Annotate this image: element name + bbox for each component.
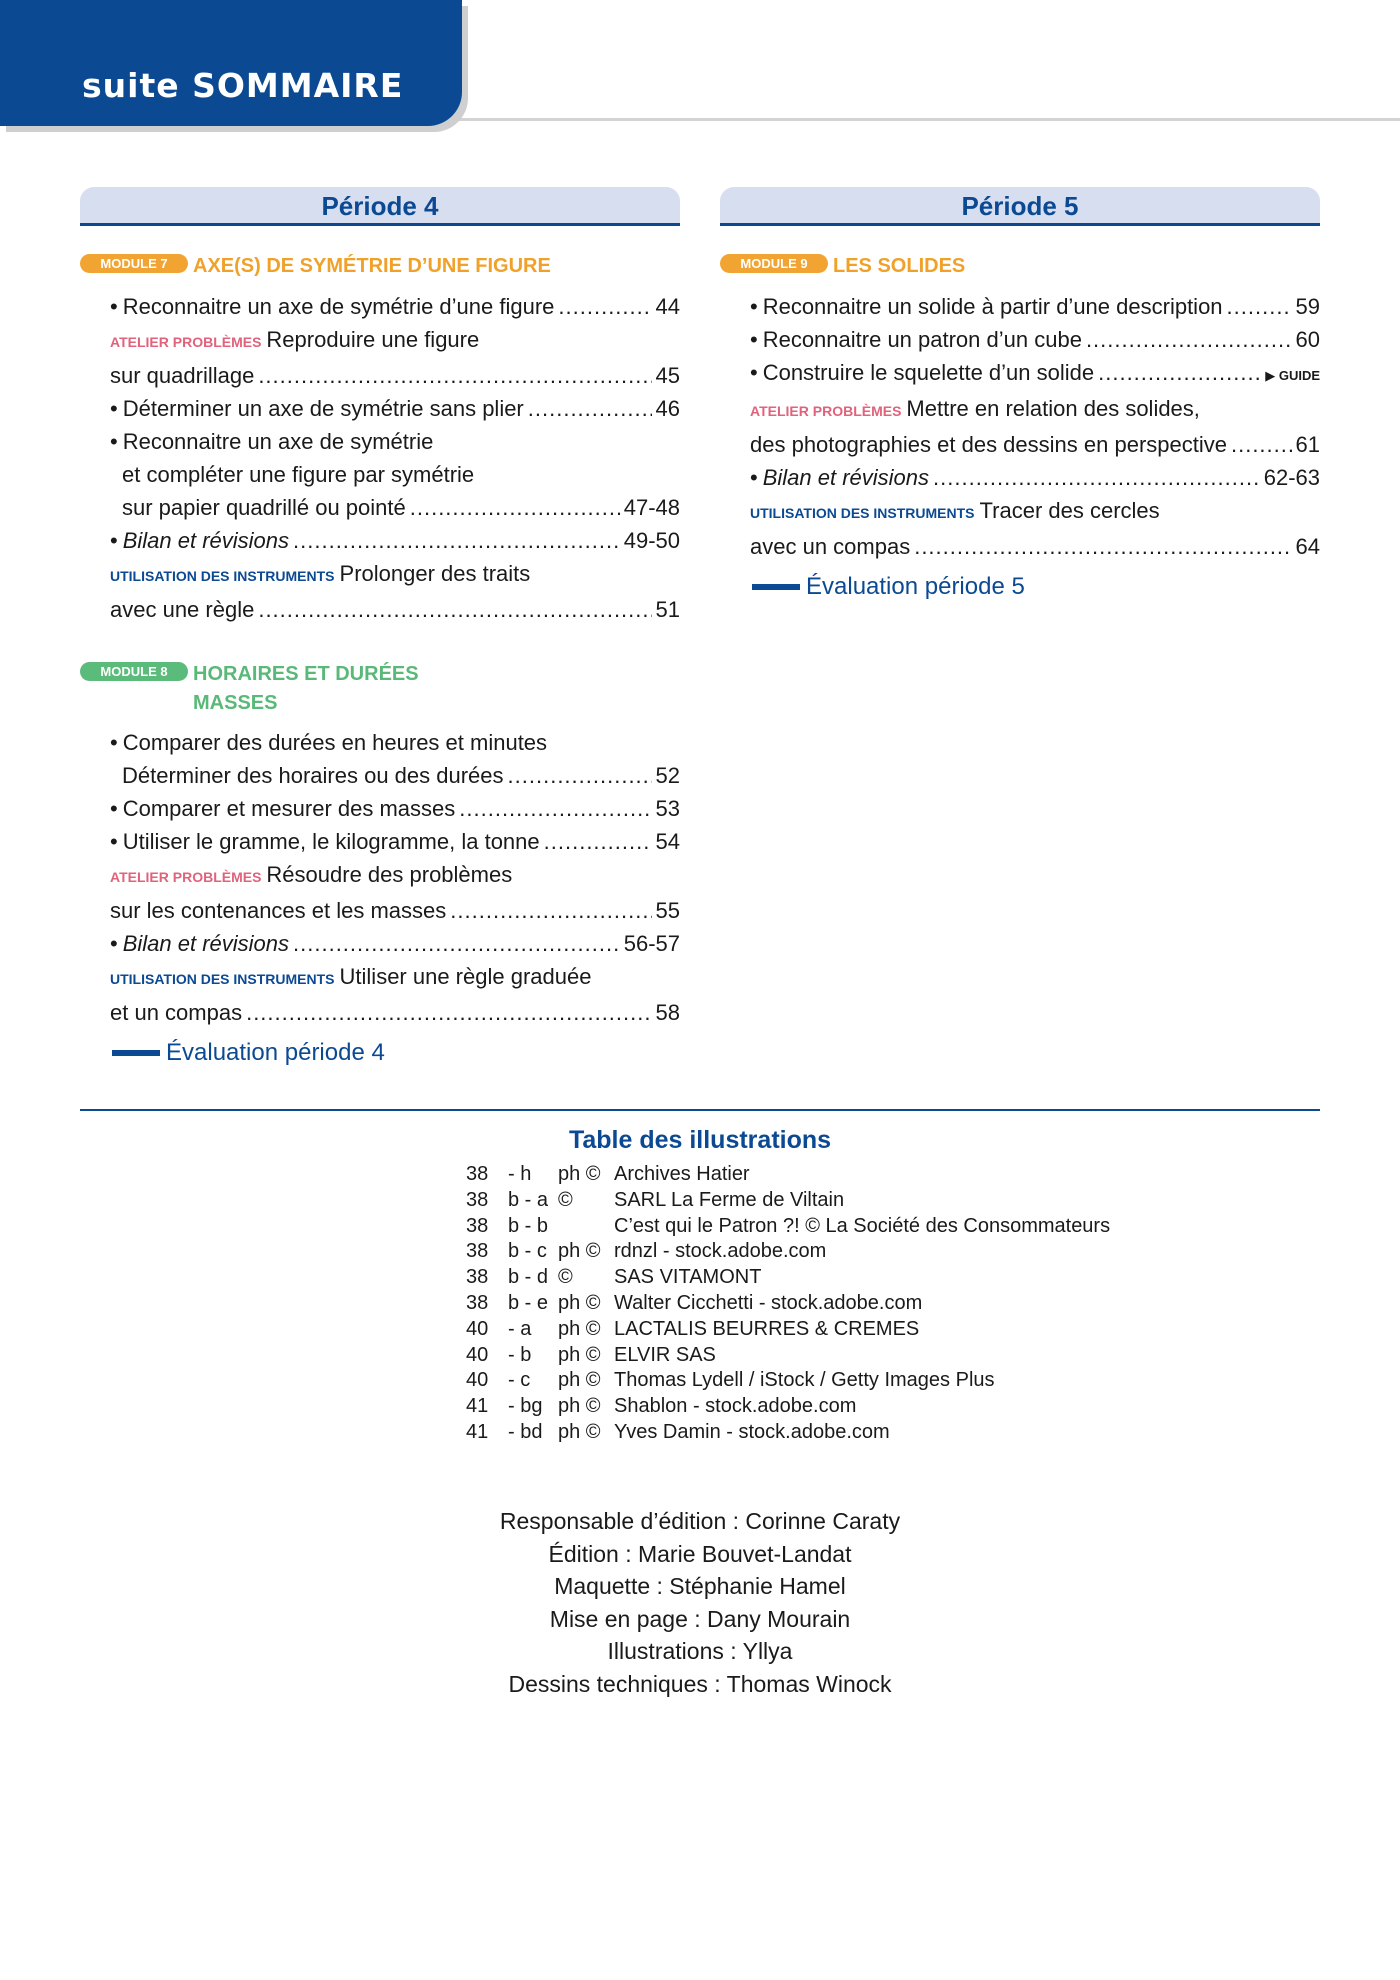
page-number: 62-63 (1263, 465, 1320, 490)
toc-entry[interactable]: • Bilan et révisions ..... 62-63 (750, 461, 1320, 494)
illustrations-table (466, 1162, 1110, 1446)
editorial-credits (0, 1505, 1400, 1701)
illustration-row (466, 1420, 1110, 1446)
page-number: 55 (655, 898, 680, 923)
module-7-title: AXE(S) DE SYMÉTRIE D’UNE FIGURE (193, 255, 551, 277)
illustration-type: © (558, 1188, 573, 1211)
illustrations-title: Table des illustrations (568, 1126, 832, 1154)
illustration-credit: LACTALIS BEURRES & CREMES (614, 1317, 920, 1340)
illustration-credit: Thomas Lydell / iStock / Getty Images Plus (614, 1369, 995, 1392)
illustration-credit: ELVIR SAS (614, 1343, 716, 1366)
atelier-tag: ATELIER PROBLÈMES (750, 403, 902, 419)
module-8-subtitle: MASSES (193, 692, 278, 714)
illustration-credit: Walter Cicchetti - stock.adobe.com (614, 1291, 923, 1314)
toc-entry[interactable]: • Déterminer un axe de symétrie sans plier ..... 46 (110, 392, 680, 425)
illustration-page: 38 (466, 1163, 489, 1185)
toc-entry[interactable]: ATELIER PROBLÈMES Mettre en relation des solides, (750, 392, 1320, 428)
illustration-row (466, 1317, 1110, 1343)
credit-line: Responsable d’édition : Corinne Caraty (499, 1508, 901, 1534)
page-number: 44 (655, 294, 680, 319)
guide-reference: ▶ GUIDE (1265, 368, 1320, 383)
illustration-row (466, 1265, 1110, 1291)
toc-entry[interactable]: UTILISATION DES INSTRUMENTS Prolonger des traits (110, 557, 680, 593)
toc-entry[interactable]: sur quadrillage ..... 45 (110, 359, 680, 392)
toc-entry[interactable]: ATELIER PROBLÈMES Résoudre des problèmes (110, 858, 680, 894)
page-number: 56-57 (623, 931, 680, 956)
module-7-badge: MODULE 7 (80, 254, 188, 273)
illustration-row (466, 1214, 1110, 1240)
illustration-pos: - h (508, 1163, 532, 1185)
illustration-pos: b - c (508, 1240, 547, 1263)
illustration-type (558, 1214, 614, 1240)
illustration-row (466, 1394, 1110, 1420)
module-7-entries (80, 290, 680, 626)
illustration-credit: rdnzl - stock.adobe.com (614, 1240, 827, 1263)
illustration-credit: SARL La Ferme de Viltain (614, 1188, 845, 1211)
module-8-header (80, 660, 680, 718)
illustration-type: ph © (558, 1343, 601, 1366)
toc-entry[interactable]: avec une règle ..... 51 (110, 593, 680, 626)
illustration-row (466, 1188, 1110, 1214)
illustration-row (466, 1368, 1110, 1394)
credit-line: Mise en page : Dany Mourain (549, 1605, 851, 1632)
toc-entry[interactable]: avec un compas ..... 64 (750, 530, 1320, 563)
credit-line: Illustrations : Yllya (607, 1638, 793, 1665)
illustration-pos: b - a (508, 1188, 549, 1211)
toc-entry[interactable]: • Reconnaitre un patron d’un cube ..... 60 (750, 323, 1320, 356)
illustration-page: 38 (466, 1291, 489, 1314)
illustration-type: ph © (558, 1369, 601, 1392)
illustration-page: 38 (466, 1266, 489, 1289)
illustration-pos: - bd (508, 1420, 543, 1443)
evaluation-bar-icon (112, 1050, 160, 1056)
evaluation-period-5[interactable]: Évaluation période 5 (750, 569, 1320, 605)
illustration-type: ph © (558, 1317, 601, 1340)
module-8-entries (80, 726, 680, 1071)
illustration-pos: b - b (508, 1214, 549, 1237)
atelier-tag: ATELIER PROBLÈMES (110, 869, 262, 885)
credit-line: Édition : Marie Bouvet-Landat (548, 1540, 852, 1567)
page-number: 49-50 (623, 528, 680, 553)
period-5-column (720, 187, 1320, 605)
toc-entry[interactable]: • Utiliser le gramme, le kilogramme, la tonne ..... 54 (110, 825, 680, 858)
module-9-title: LES SOLIDES (833, 255, 966, 277)
illustration-pos: b - d (508, 1266, 549, 1289)
illustration-page: 41 (466, 1395, 489, 1418)
illustration-credit: Archives Hatier (614, 1163, 750, 1185)
illustration-pos: - b (508, 1343, 532, 1366)
period-5-heading: Période 5 (720, 187, 1320, 226)
period-4-heading: Période 4 (80, 187, 680, 226)
toc-entry[interactable]: UTILISATION DES INSTRUMENTS Utiliser une règle graduée (110, 960, 680, 996)
illustration-row (466, 1239, 1110, 1265)
toc-entry[interactable]: et un compas ..... 58 (110, 996, 680, 1029)
toc-entry-continued[interactable]: Déterminer des horaires ou des durées ..... 52 (110, 759, 680, 792)
toc-entry[interactable]: • Bilan et révisions ..... 56-57 (110, 927, 680, 960)
illustration-type: ph © (558, 1163, 601, 1185)
illustration-credit: Shablon - stock.adobe.com (614, 1395, 857, 1418)
module-9-entries (720, 290, 1320, 605)
illustration-type: © (558, 1266, 573, 1289)
period-4-column (80, 187, 680, 1071)
page-number: 51 (655, 597, 680, 622)
atelier-tag: ATELIER PROBLÈMES (110, 334, 262, 350)
toc-entry[interactable]: ATELIER PROBLÈMES Reproduire une figure (110, 323, 680, 359)
instruments-tag: UTILISATION DES INSTRUMENTS (750, 505, 975, 521)
evaluation-bar-icon (752, 584, 800, 590)
page-title: suite SOMMAIRE (82, 66, 404, 105)
illustration-credit: C’est qui le Patron ?! © La Société des Consommateurs (614, 1214, 1111, 1237)
illustration-credit: Yves Damin - stock.adobe.com (614, 1420, 890, 1443)
section-divider (80, 1109, 1320, 1111)
page-number: 58 (655, 1000, 680, 1025)
illustration-row (466, 1291, 1110, 1317)
module-9-header (720, 252, 1320, 282)
illustration-page: 41 (466, 1420, 489, 1443)
page-number: 45 (655, 363, 680, 388)
illustration-page: 40 (466, 1369, 489, 1392)
toc-entry[interactable]: • Reconnaitre un axe de symétrie (110, 425, 680, 458)
toc-entry-continued: et compléter une figure par symétrie (122, 462, 475, 487)
illustration-page: 40 (466, 1317, 489, 1340)
toc-entry[interactable]: sur les contenances et les masses ..... 55 (110, 894, 680, 927)
illustration-page: 38 (466, 1188, 489, 1211)
module-9-badge: MODULE 9 (720, 254, 828, 273)
toc-entry[interactable]: • Reconnaitre un solide à partir d’une description ..... 59 (750, 290, 1320, 323)
page-number: 64 (1295, 534, 1320, 559)
toc-entry[interactable]: • Construire le squelette d’un solide ..... ▶ GUIDE (750, 356, 1320, 392)
toc-entry[interactable]: des photographies et des dessins en perspective ..... 61 (750, 428, 1320, 461)
credit-line: Dessins techniques : Thomas Winock (508, 1670, 892, 1697)
illustration-page: 38 (466, 1240, 489, 1263)
illustration-type: ph © (558, 1395, 601, 1418)
evaluation-period-4[interactable]: Évaluation période 4 (110, 1035, 680, 1071)
illustration-pos: - a (508, 1317, 532, 1340)
illustration-row (466, 1162, 1110, 1188)
illustration-type: ph © (558, 1291, 601, 1314)
illustration-row (466, 1343, 1110, 1369)
page-number: 59 (1295, 294, 1320, 319)
illustration-page: 40 (466, 1343, 489, 1366)
illustration-page: 38 (466, 1214, 489, 1237)
toc-entry[interactable]: UTILISATION DES INSTRUMENTS Tracer des cercles (750, 494, 1320, 530)
page-number: 54 (655, 829, 680, 854)
toc-entry[interactable]: • Comparer et mesurer des masses ..... 53 (110, 792, 680, 825)
page-number: 53 (655, 796, 680, 821)
illustration-type: ph © (558, 1420, 601, 1443)
toc-entry[interactable]: • Bilan et révisions ..... 49-50 (110, 524, 680, 557)
page-number: 52 (655, 763, 680, 788)
module-8-title: HORAIRES ET DURÉES (193, 663, 419, 685)
illustration-credit: SAS VITAMONT (614, 1266, 762, 1289)
toc-entry[interactable]: • Comparer des durées en heures et minutes (110, 726, 680, 759)
page-number: 60 (1295, 327, 1320, 352)
credit-line: Maquette : Stéphanie Hamel (554, 1573, 846, 1600)
instruments-tag: UTILISATION DES INSTRUMENTS (110, 971, 335, 987)
instruments-tag: UTILISATION DES INSTRUMENTS (110, 568, 335, 584)
illustration-type: ph © (558, 1240, 601, 1263)
module-8-badge: MODULE 8 (80, 662, 188, 681)
illustration-pos: - c (508, 1369, 531, 1392)
header-tab (0, 0, 462, 126)
toc-entry[interactable]: • Reconnaitre un axe de symétrie d’une figure ..... 44 (110, 290, 680, 323)
illustration-pos: - bg (508, 1395, 543, 1418)
page-number: 61 (1295, 432, 1320, 457)
page-number: 47-48 (623, 495, 680, 520)
module-7-header (80, 252, 680, 282)
toc-entry-continued[interactable]: sur papier quadrillé ou pointé ..... 47-48 (110, 491, 680, 524)
illustration-pos: b - e (508, 1291, 549, 1314)
page-number: 46 (655, 396, 680, 421)
